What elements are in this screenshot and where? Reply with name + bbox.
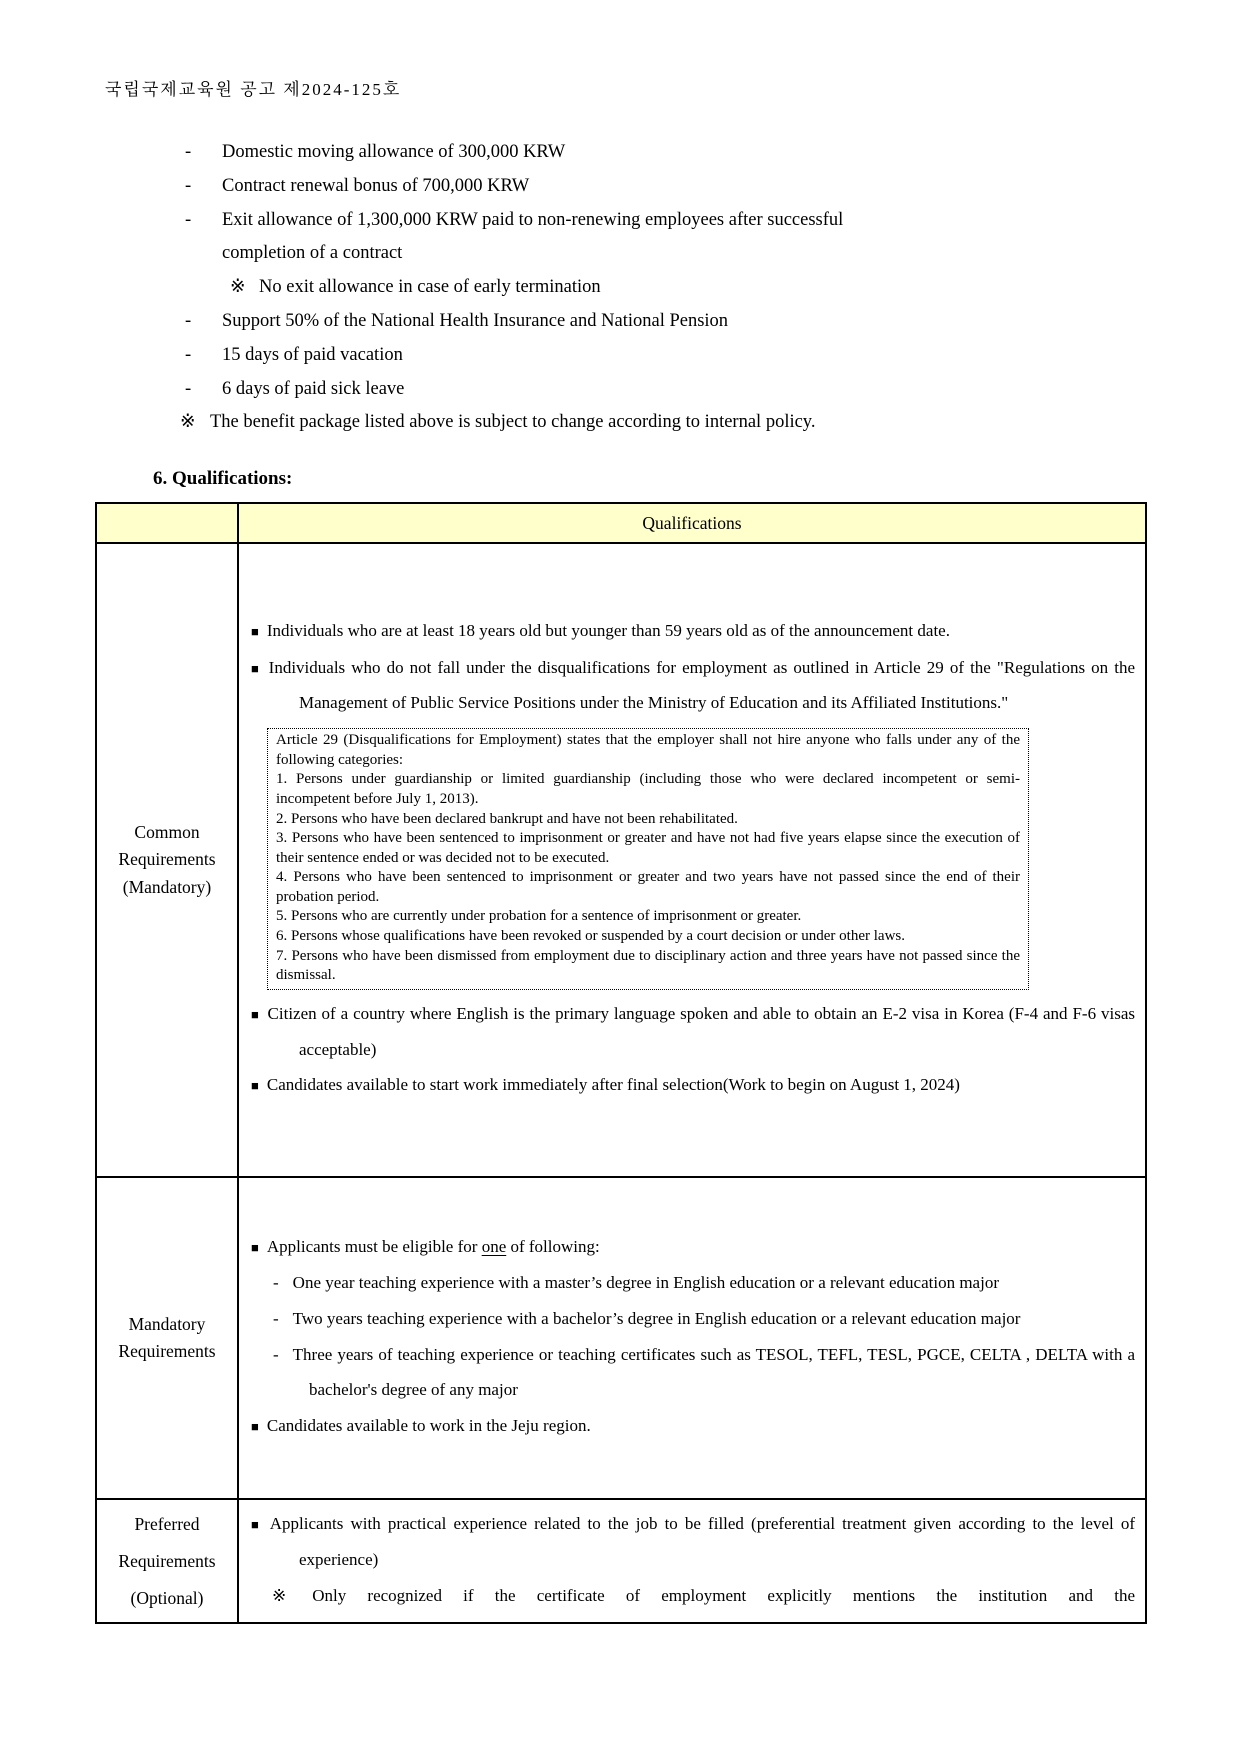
article-29-intro: Article 29 (Disqualifications for Employment) states that the employer shall not hire anyone who falls under any of the following categories: — [276, 732, 1020, 768]
requirement-item — [251, 1409, 1135, 1445]
benefit-text: Exit allowance of 1,300,000 KRW paid to non-renewing employees after successful completion of a contract — [222, 209, 844, 264]
article-29-item: 3. Persons who have been sentenced to imprisonment or greater and have not had five years elapse since the execution of their sentence ended or was decided not to be executed. — [276, 830, 1020, 866]
benefits-footnote — [180, 406, 1160, 440]
row-label-mandatory-requirements: Mandatory Requirements — [96, 1177, 238, 1499]
requirement-text: Candidates available to start work immediately after final selection(Work to begin on August 1, 2024) — [266, 1075, 960, 1095]
reference-mark-icon: ※ — [180, 412, 196, 433]
requirement-text-prefix: Applicants must be eligible for — [266, 1236, 482, 1256]
benefit-text: Domestic moving allowance of 300,000 KRW — [222, 142, 566, 162]
option-text: One year teaching experience with a master’s degree in English education or a relevant education major — [292, 1273, 999, 1293]
eligibility-option — [251, 1266, 1135, 1301]
table-row-mandatory — [96, 1177, 1146, 1499]
article-29-item: 5. Persons who are currently under probation for a sentence of imprisonment or greater. — [276, 908, 802, 925]
article-29-item: 2. Persons who have been declared bankrupt and have not been rehabilitated. — [276, 810, 738, 827]
row-label-common-requirements: Common Requirements (Mandatory) — [96, 543, 238, 1177]
benefits-list — [180, 136, 1160, 440]
requirement-item — [251, 1068, 1135, 1104]
dash-bullet: - — [185, 344, 192, 365]
underlined-word: one — [481, 1236, 507, 1256]
article-29-box — [267, 728, 1029, 990]
requirement-text: Candidates available to work in the Jeju region. — [266, 1415, 591, 1435]
requirement-item — [251, 1507, 1135, 1578]
article-29-item: 7. Persons who have been dismissed from employment due to disciplinary action and three years have not passed since the dismissal. — [276, 947, 1020, 984]
square-bullet-icon: ■ — [251, 1078, 259, 1094]
benefit-item — [180, 305, 1160, 339]
preferred-requirements-cell — [238, 1499, 1146, 1623]
dash-bullet: - — [185, 175, 192, 196]
table-header-qualifications: Qualifications — [238, 503, 1146, 543]
qualifications-table — [95, 502, 1147, 1624]
table-corner-cell — [96, 503, 238, 543]
eligibility-option — [251, 1302, 1135, 1337]
dash-bullet: - — [273, 1309, 279, 1329]
common-requirements-cell — [238, 543, 1146, 1177]
requirement-text: Individuals who do not fall under the disqualifications for employment as outlined in Article 29 of the "Regulations on the Management of Public Service Positions under the Ministry of Education and its Affiliated Institutions." — [268, 657, 1135, 713]
doc-number: 국립국제교육원 공고 제2024-125호 — [105, 80, 402, 99]
benefit-item — [180, 170, 1160, 204]
mandatory-requirements-cell — [238, 1177, 1146, 1499]
preferred-note — [251, 1579, 1135, 1614]
requirement-item — [251, 651, 1135, 722]
option-text: Three years of teaching experience or teaching certificates such as TESOL, TEFL, TESL, PGCE, CELTA , DELTA with a bachelor's degree of any major — [292, 1345, 1135, 1399]
square-bullet-icon: ■ — [251, 1418, 259, 1434]
requirement-text-suffix: of following: — [506, 1236, 600, 1256]
dash-bullet: - — [185, 310, 192, 331]
dash-bullet: - — [273, 1273, 279, 1293]
row-label-preferred-requirements: Preferred Requirements (Optional) — [96, 1499, 238, 1623]
footnote-text: The benefit package listed above is subject to change according to internal policy. — [210, 412, 816, 433]
benefit-text: Support 50% of the National Health Insurance and National Pension — [222, 310, 729, 331]
note-text: Only recognized if the certificate of employment explicitly mentions the institution and the — [312, 1585, 1135, 1605]
benefit-text: 15 days of paid vacation — [222, 344, 403, 365]
table-row-common — [96, 543, 1146, 1177]
section-heading: 6. Qualifications: — [153, 468, 293, 489]
qualifications-section — [95, 468, 1147, 1624]
table-row-preferred — [96, 1499, 1146, 1623]
eligibility-option — [251, 1338, 1135, 1408]
square-bullet-icon: ■ — [251, 1517, 262, 1532]
benefit-subnote — [230, 271, 1160, 305]
requirement-text: Applicants with practical experience related to the job to be filled (preferential treatment given according to the level of experience) — [269, 1514, 1135, 1569]
article-29-item: 6. Persons whose qualifications have been revoked or suspended by a court decision or under other laws. — [276, 928, 905, 945]
table-header-row — [96, 503, 1146, 543]
square-bullet-icon: ■ — [251, 1239, 259, 1255]
benefit-text: Contract renewal bonus of 700,000 KRW — [222, 175, 530, 196]
dash-bullet: - — [185, 378, 192, 399]
benefit-text: 6 days of paid sick leave — [222, 378, 405, 399]
requirement-text: Citizen of a country where English is the primary language spoken and able to obtain an E-2 visa in Korea (F-4 and F-6 visas acceptable) — [267, 1003, 1135, 1059]
benefit-item — [180, 373, 1160, 407]
benefit-item — [180, 339, 1160, 373]
dash-bullet: - — [273, 1345, 279, 1364]
requirement-item — [251, 614, 1135, 650]
article-29-item: 4. Persons who have been sentenced to imprisonment or greater and two years have not passed since the end of their probation period. — [276, 869, 1020, 905]
square-bullet-icon: ■ — [251, 623, 259, 639]
requirement-text: Individuals who are at least 18 years old but younger than 59 years old as of the announcement date. — [266, 620, 950, 640]
reference-mark-icon: ※ — [230, 277, 246, 298]
requirement-item — [251, 1230, 1135, 1266]
square-bullet-icon: ■ — [251, 1006, 260, 1022]
benefit-item — [180, 136, 1160, 170]
subnote-text: No exit allowance in case of early termination — [259, 277, 601, 298]
article-29-item: 1. Persons under guardianship or limited guardianship (including those who were declared incompetent or semi-incompetent before July 1, 2013). — [276, 771, 1020, 807]
dash-bullet: - — [185, 209, 192, 230]
benefit-item — [180, 204, 1160, 272]
requirement-item — [251, 997, 1135, 1068]
option-text: Two years teaching experience with a bachelor’s degree in English education or a relevant education major — [292, 1309, 1021, 1329]
reference-mark-icon: ※ — [272, 1585, 304, 1605]
square-bullet-icon: ■ — [251, 660, 261, 676]
dash-bullet: - — [185, 142, 192, 162]
